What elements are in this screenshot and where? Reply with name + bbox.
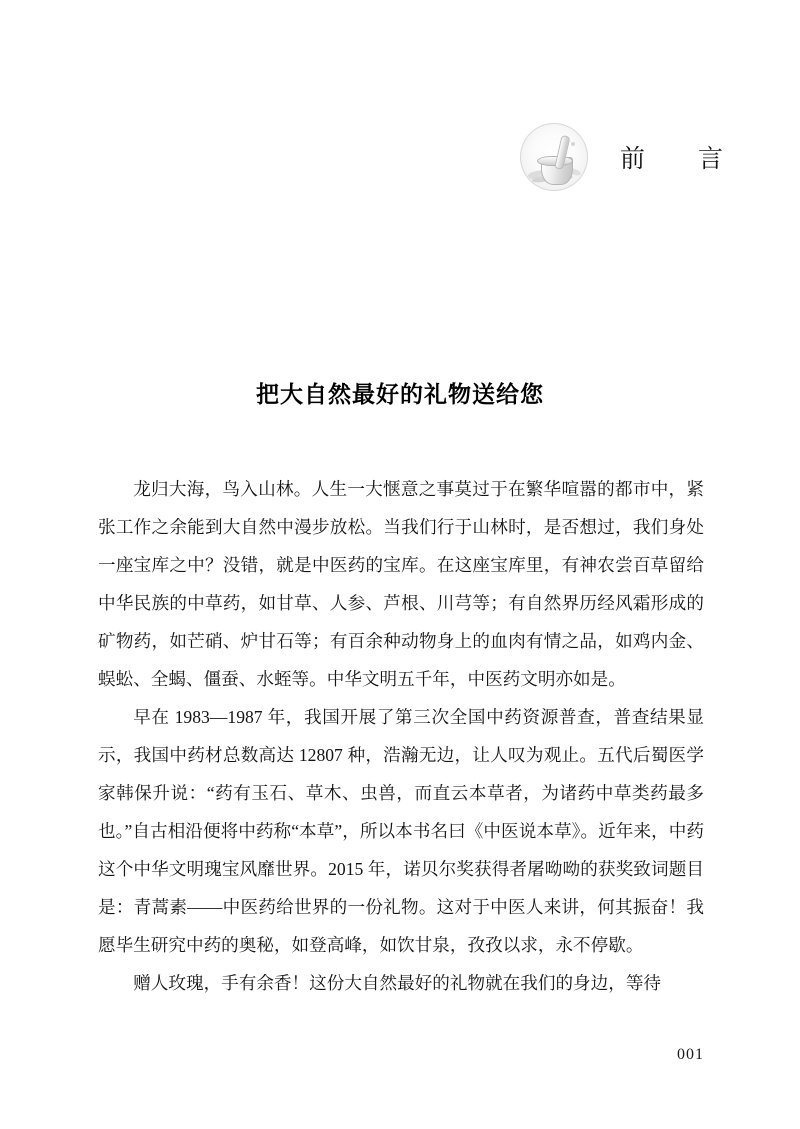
paragraph: 龙归大海，鸟入山林。人生一大惬意之事莫过于在繁华喧嚣的都市中，紧张工作之余能到大自然中漫步放松。当我们行于山林时，是否想过，我们身处一座宝库之中？没错，就是中医药的宝库。在这座宝库里，有神农尝百草留给中华民族的中草药，如甘草、人参、芦根、川芎等；有自然界历经风霜形成的矿物药，如芒硝、炉甘石等；有百余种动物身上的血肉有情之品，如鸡内金、蜈蚣、全蝎、僵蚕、水蛭等。中华文明五千年，中医药文明亦如是。 (98, 479, 704, 689)
page-header (520, 112, 740, 202)
mortar-and-pestle-icon (520, 123, 588, 191)
section-label: 前 言 (620, 146, 738, 173)
paragraph: 赠人玫瑰，手有余香！这份大自然最好的礼物就在我们的身边，等待 (133, 973, 662, 993)
paragraph: 早在 1983—1987 年，我国开展了第三次全国中药资源普查，普查结果显示，我国中药材总数高达 12807 种，浩瀚无边，让人叹为观止。五代后蜀医学家韩保升说：“药有玉石、草木、虫兽，而直云本草者，为诸药中草类药最多也。”自古相沿便将中药称“本草”，所以本书名曰《中医说本草》。近年来，中药这个中华文明瑰宝风靡世界。2015 年，诺贝尔奖获得者屠呦呦的获奖致词题目是：青蒿素——中医药给世界的一份礼物。这对于中医人来讲，何其振奋！我愿毕生研究中药的奥秘，如登高峰，如饮甘泉，孜孜以求，永不停歇。 (98, 707, 704, 955)
body-text (98, 470, 704, 1002)
page-title: 把大自然最好的礼物送给您 (256, 381, 544, 407)
herb-speck (571, 142, 575, 146)
page-number: 001 (677, 1046, 704, 1063)
